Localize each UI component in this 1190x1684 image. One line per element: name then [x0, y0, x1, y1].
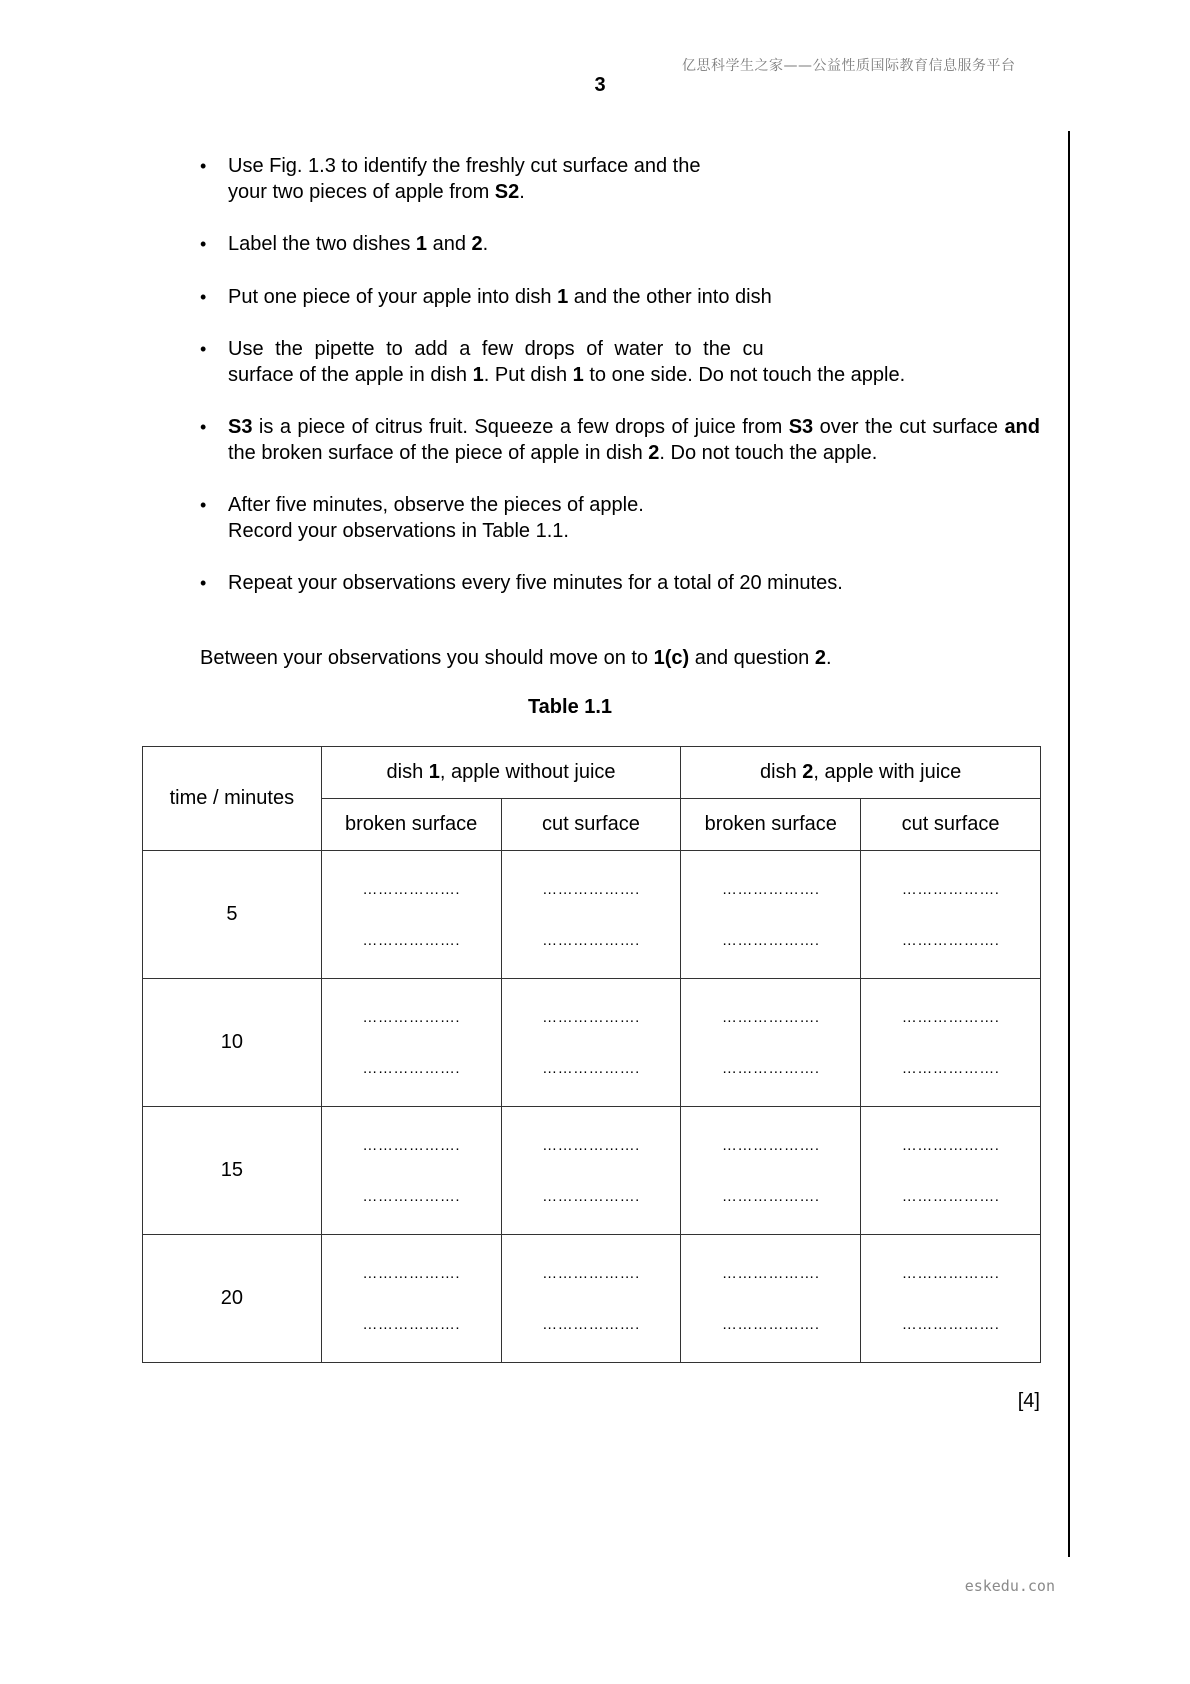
header-watermark: 亿思科学生之家——公益性质国际教育信息服务平台	[682, 58, 1016, 74]
table-title: Table 1.1	[527, 696, 613, 718]
subheader-broken-surface: broken surface	[321, 799, 501, 851]
answer-cell[interactable]: ………………. ……………….	[681, 1107, 861, 1235]
page-number: 3	[594, 74, 606, 96]
answer-cell[interactable]: ………………. ……………….	[861, 851, 1041, 979]
marks-label: [4]	[1017, 1390, 1040, 1412]
answer-cell[interactable]: ………………. ……………….	[501, 851, 681, 979]
answer-cell[interactable]: ………………. ……………….	[501, 979, 681, 1107]
subheader-cut-surface: cut surface	[501, 799, 681, 851]
between-observations-note: Between your observations you should move on to 1(c) and question 2.	[200, 647, 832, 669]
time-cell: 10	[143, 979, 322, 1107]
margin-line	[1068, 131, 1070, 1557]
answer-cell[interactable]: ………………. ……………….	[321, 1235, 501, 1363]
instruction-4: • Use the pipette to add a few drops of water to the cu surface of the apple in dish 1. Put dish 1 to one side. Do not touch the apple.	[200, 337, 1040, 388]
table-row	[143, 1235, 1041, 1363]
instruction-7: • Repeat your observations every five minutes for a total of 20 minutes.	[200, 571, 1040, 597]
footer-watermark: eskedu.con	[964, 1577, 1055, 1595]
dish-2-header: dish 2, apple with juice	[681, 747, 1041, 799]
subheader-cut-surface: cut surface	[861, 799, 1041, 851]
answer-cell[interactable]: ………………. ……………….	[861, 1235, 1041, 1363]
answer-cell[interactable]: ………………. ……………….	[681, 1235, 861, 1363]
answer-cell[interactable]: ………………. ……………….	[681, 851, 861, 979]
answer-cell[interactable]: ………………. ……………….	[321, 979, 501, 1107]
time-cell: 20	[143, 1235, 322, 1363]
time-header: time / minutes	[143, 747, 322, 851]
answer-cell[interactable]: ………………. ……………….	[501, 1235, 681, 1363]
dish-1-header: dish 1, apple without juice	[321, 747, 681, 799]
table-row	[143, 1107, 1041, 1235]
instruction-5: • S3 is a piece of citrus fruit. Squeeze a few drops of juice from S3 over the cut surface and the broken surface of the piece of apple in dish 2. Do not touch the apple.	[200, 415, 1040, 466]
instruction-1: • Use Fig. 1.3 to identify the freshly cut surface and the your two pieces of apple from S2.	[200, 154, 1040, 205]
answer-cell[interactable]: ………………. ……………….	[321, 1107, 501, 1235]
answer-cell[interactable]: ………………. ……………….	[861, 979, 1041, 1107]
table-row	[143, 851, 1041, 979]
instruction-list	[200, 154, 1040, 597]
answer-cell[interactable]: ………………. ……………….	[861, 1107, 1041, 1235]
subheader-broken-surface: broken surface	[681, 799, 861, 851]
answer-cell[interactable]: ………………. ……………….	[681, 979, 861, 1107]
instruction-6: • After five minutes, observe the pieces of apple. Record your observations in Table 1.1.	[200, 493, 1040, 544]
answer-cell[interactable]: ………………. ……………….	[501, 1107, 681, 1235]
time-cell: 5	[143, 851, 322, 979]
instruction-3: • Put one piece of your apple into dish 1 and the other into dish	[200, 285, 1040, 311]
observation-table	[142, 746, 1041, 1363]
answer-cell[interactable]: ………………. ……………….	[321, 851, 501, 979]
time-cell: 15	[143, 1107, 322, 1235]
table-row	[143, 979, 1041, 1107]
instruction-2: • Label the two dishes 1 and 2.	[200, 232, 1040, 258]
